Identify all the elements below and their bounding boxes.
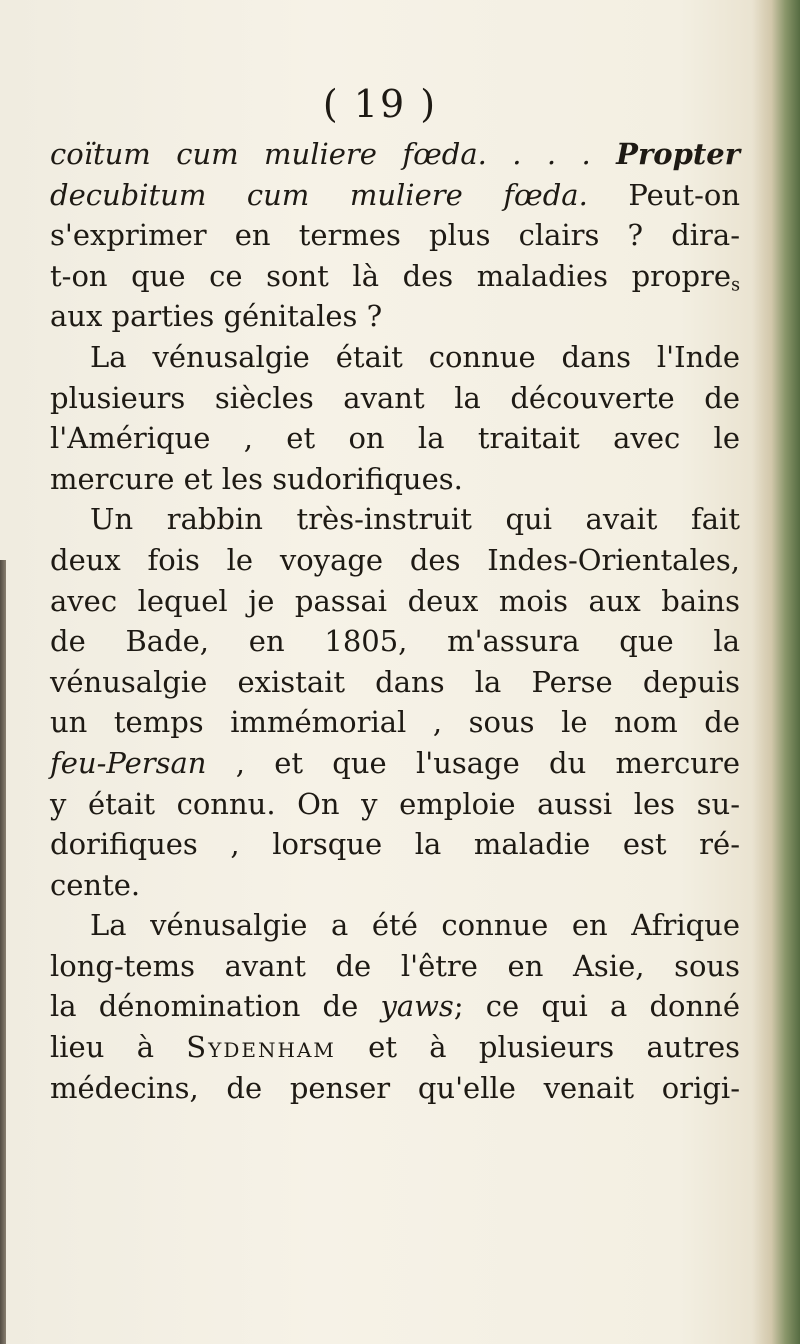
text-line: plusieurs siècles avant la découverte de: [50, 380, 740, 415]
page-edge-left: [0, 560, 6, 1344]
text-line: lieu à Sydenham et à plusieurs autres: [50, 1030, 740, 1065]
text-line: deux fois le voyage des Indes-Orientales,: [50, 542, 740, 577]
paragraph-start: La vénusalgie a été connue en Afrique: [90, 908, 740, 943]
text-line: un temps immémorial , sous le nom de: [50, 705, 740, 740]
paragraph-start: Un rabbin très-instruit qui avait fait: [90, 502, 740, 537]
text-line: l'Amérique , et on la traitait avec le: [50, 421, 740, 456]
text-line: decubitum cum muliere fœda. Peut-on: [50, 177, 741, 212]
text-line: dorifiques , lorsque la maladie est ré-: [50, 827, 740, 862]
page-number: ( 19 ): [322, 82, 438, 126]
text-line: de Bade, en 1805, m'assura que la: [50, 624, 740, 659]
body-text: [50, 134, 740, 1108]
text-line: aux parties génitales ?: [50, 299, 383, 334]
text-line: médecins, de penser qu'elle venait origi-: [50, 1070, 740, 1105]
text-line: long-tems avant de l'être en Asie, sous: [50, 948, 740, 983]
text-line: la dénomination de yaws; ce qui a donné: [50, 989, 740, 1024]
page-edge-right: [752, 0, 800, 1344]
text-line: feu-Persan , et que l'usage du mercure: [50, 745, 740, 780]
text-line: coïtum cum muliere fœda. . . . Propter: [50, 137, 740, 171]
text-line: cente.: [50, 867, 141, 902]
text-line: mercure et les sudorifiques.: [50, 461, 463, 496]
text-line: s'exprimer en termes plus clairs ? dira-: [50, 218, 740, 253]
text-line: avec lequel je passai deux mois aux bains: [50, 583, 740, 618]
text-line: vénusalgie existait dans la Perse depuis: [50, 664, 740, 699]
paragraph-start: La vénusalgie était connue dans l'Inde: [90, 339, 740, 374]
text-line: t-on que ce sont là des maladies propre$_s$: [50, 258, 740, 296]
text-line: y était connu. On y emploie aussi les su-: [50, 786, 740, 821]
